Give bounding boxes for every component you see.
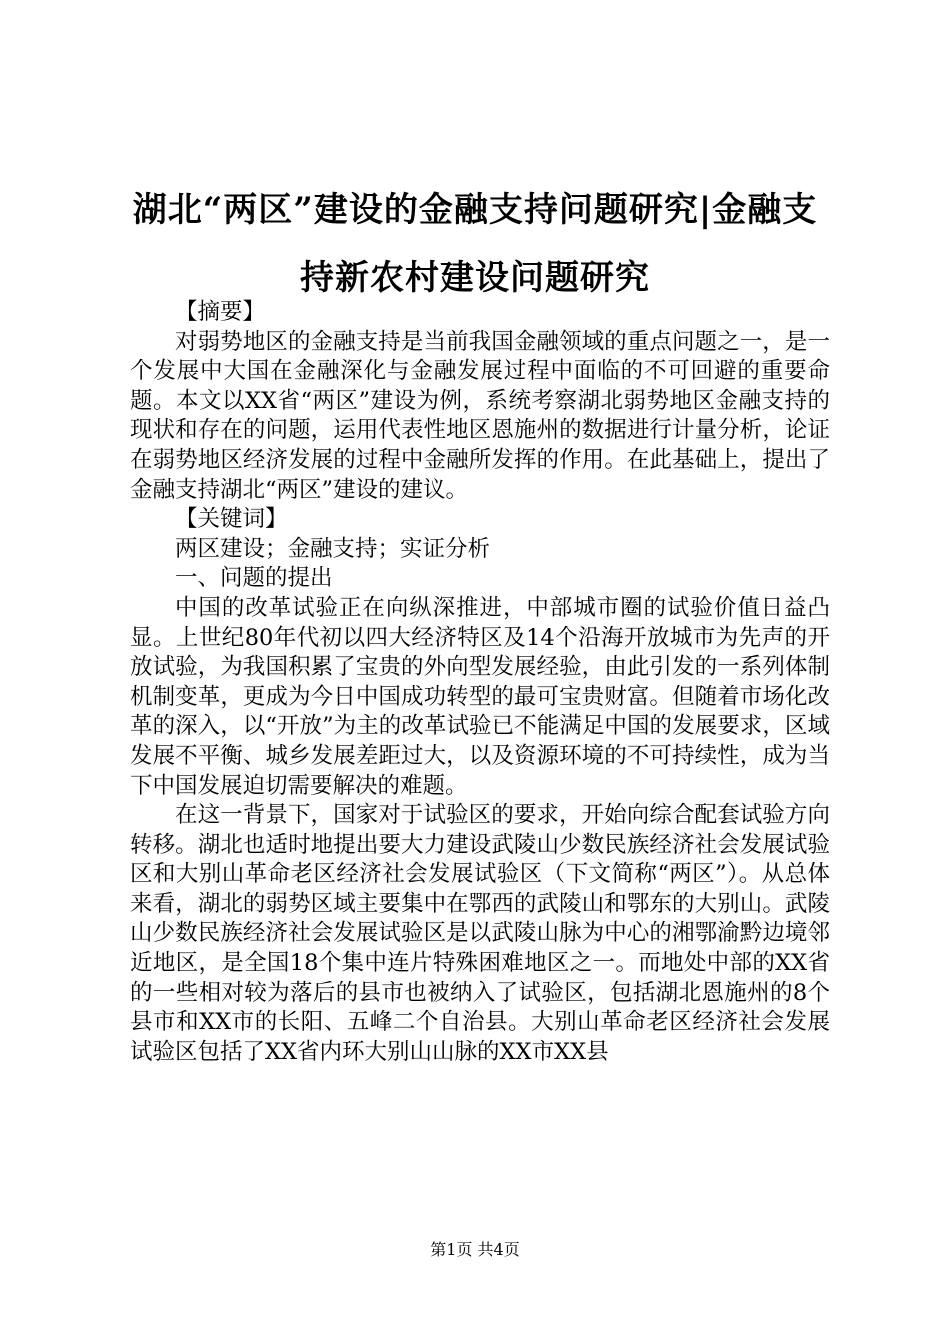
keywords-text: 两区建设；金融支持；实证分析 [175,535,491,562]
body-paragraph: 在这一背景下，国家对于试验区的要求，开始向综合配套试验方向转移。湖北也适时地提出要大力建设武陵山少数民族经济社会发展试验区和大别山革命老区经济社会发展试验区（下文简称“两区”）。从总体来看，湖北的弱势区域主要集中在鄂西的武陵山和鄂东的大别山。武陵山少数民族经济社会发展试验区是以武陵山脉为中心的湘鄂渝黔边境邻近地区，是全国18个集中连片特殊困难地区之一。而地处中部的XX省的一些相对较为落后的县市也被纳入了试验区，包括湖北恩施州的8个县市和XX市的长阳、五峰二个自治县。大别山革命老区经济社会发展试验区包括了XX省内环大别山山脉的XX市XX县 [130,802,830,1065]
section-heading: 一、问题的提出 [175,565,333,592]
document-title: 湖北“两区”建设的金融支持问题研究|金融支持新农村建设问题研究 [132,190,818,298]
page-footer: 第1页 共4页 [430,1240,520,1259]
document-body [130,298,830,1067]
abstract-text: 对弱势地区的金融支持是当前我国金融领域的重点问题之一，是一个发展中大国在金融深化与金融发展过程中面临的不可回避的重要命题。本文以XX省“两区”建设为例，系统考察湖北弱势地区金融支持的现状和存在的问题，运用代表性地区恩施州的数据进行计量分析，论证在弱势地区经济发展的过程中金融所发挥的作用。在此基础上，提出了金融支持湖北“两区”建设的建议。 [130,328,830,503]
abstract-heading: 【摘要】 [175,299,266,325]
body-paragraph: 中国的改革试验正在向纵深推进，中部城市圈的试验价值日益凸显。上世纪80年代初以四大经济特区及14个沿海开放城市为先声的开放试验，为我国积累了宝贵的外向型发展经验，由此引发的一系列体制机制变革，更成为今日中国成功转型的最可宝贵财富。但随着市场化改革的深入，以“开放”为主的改革试验已不能满足中国的发展要求，区域发展不平衡、城乡发展差距过大，以及资源环境的不可持续性，成为当下中国发展迫切需要解决的难题。 [130,594,830,799]
keywords-heading: 【关键词】 [175,506,288,533]
